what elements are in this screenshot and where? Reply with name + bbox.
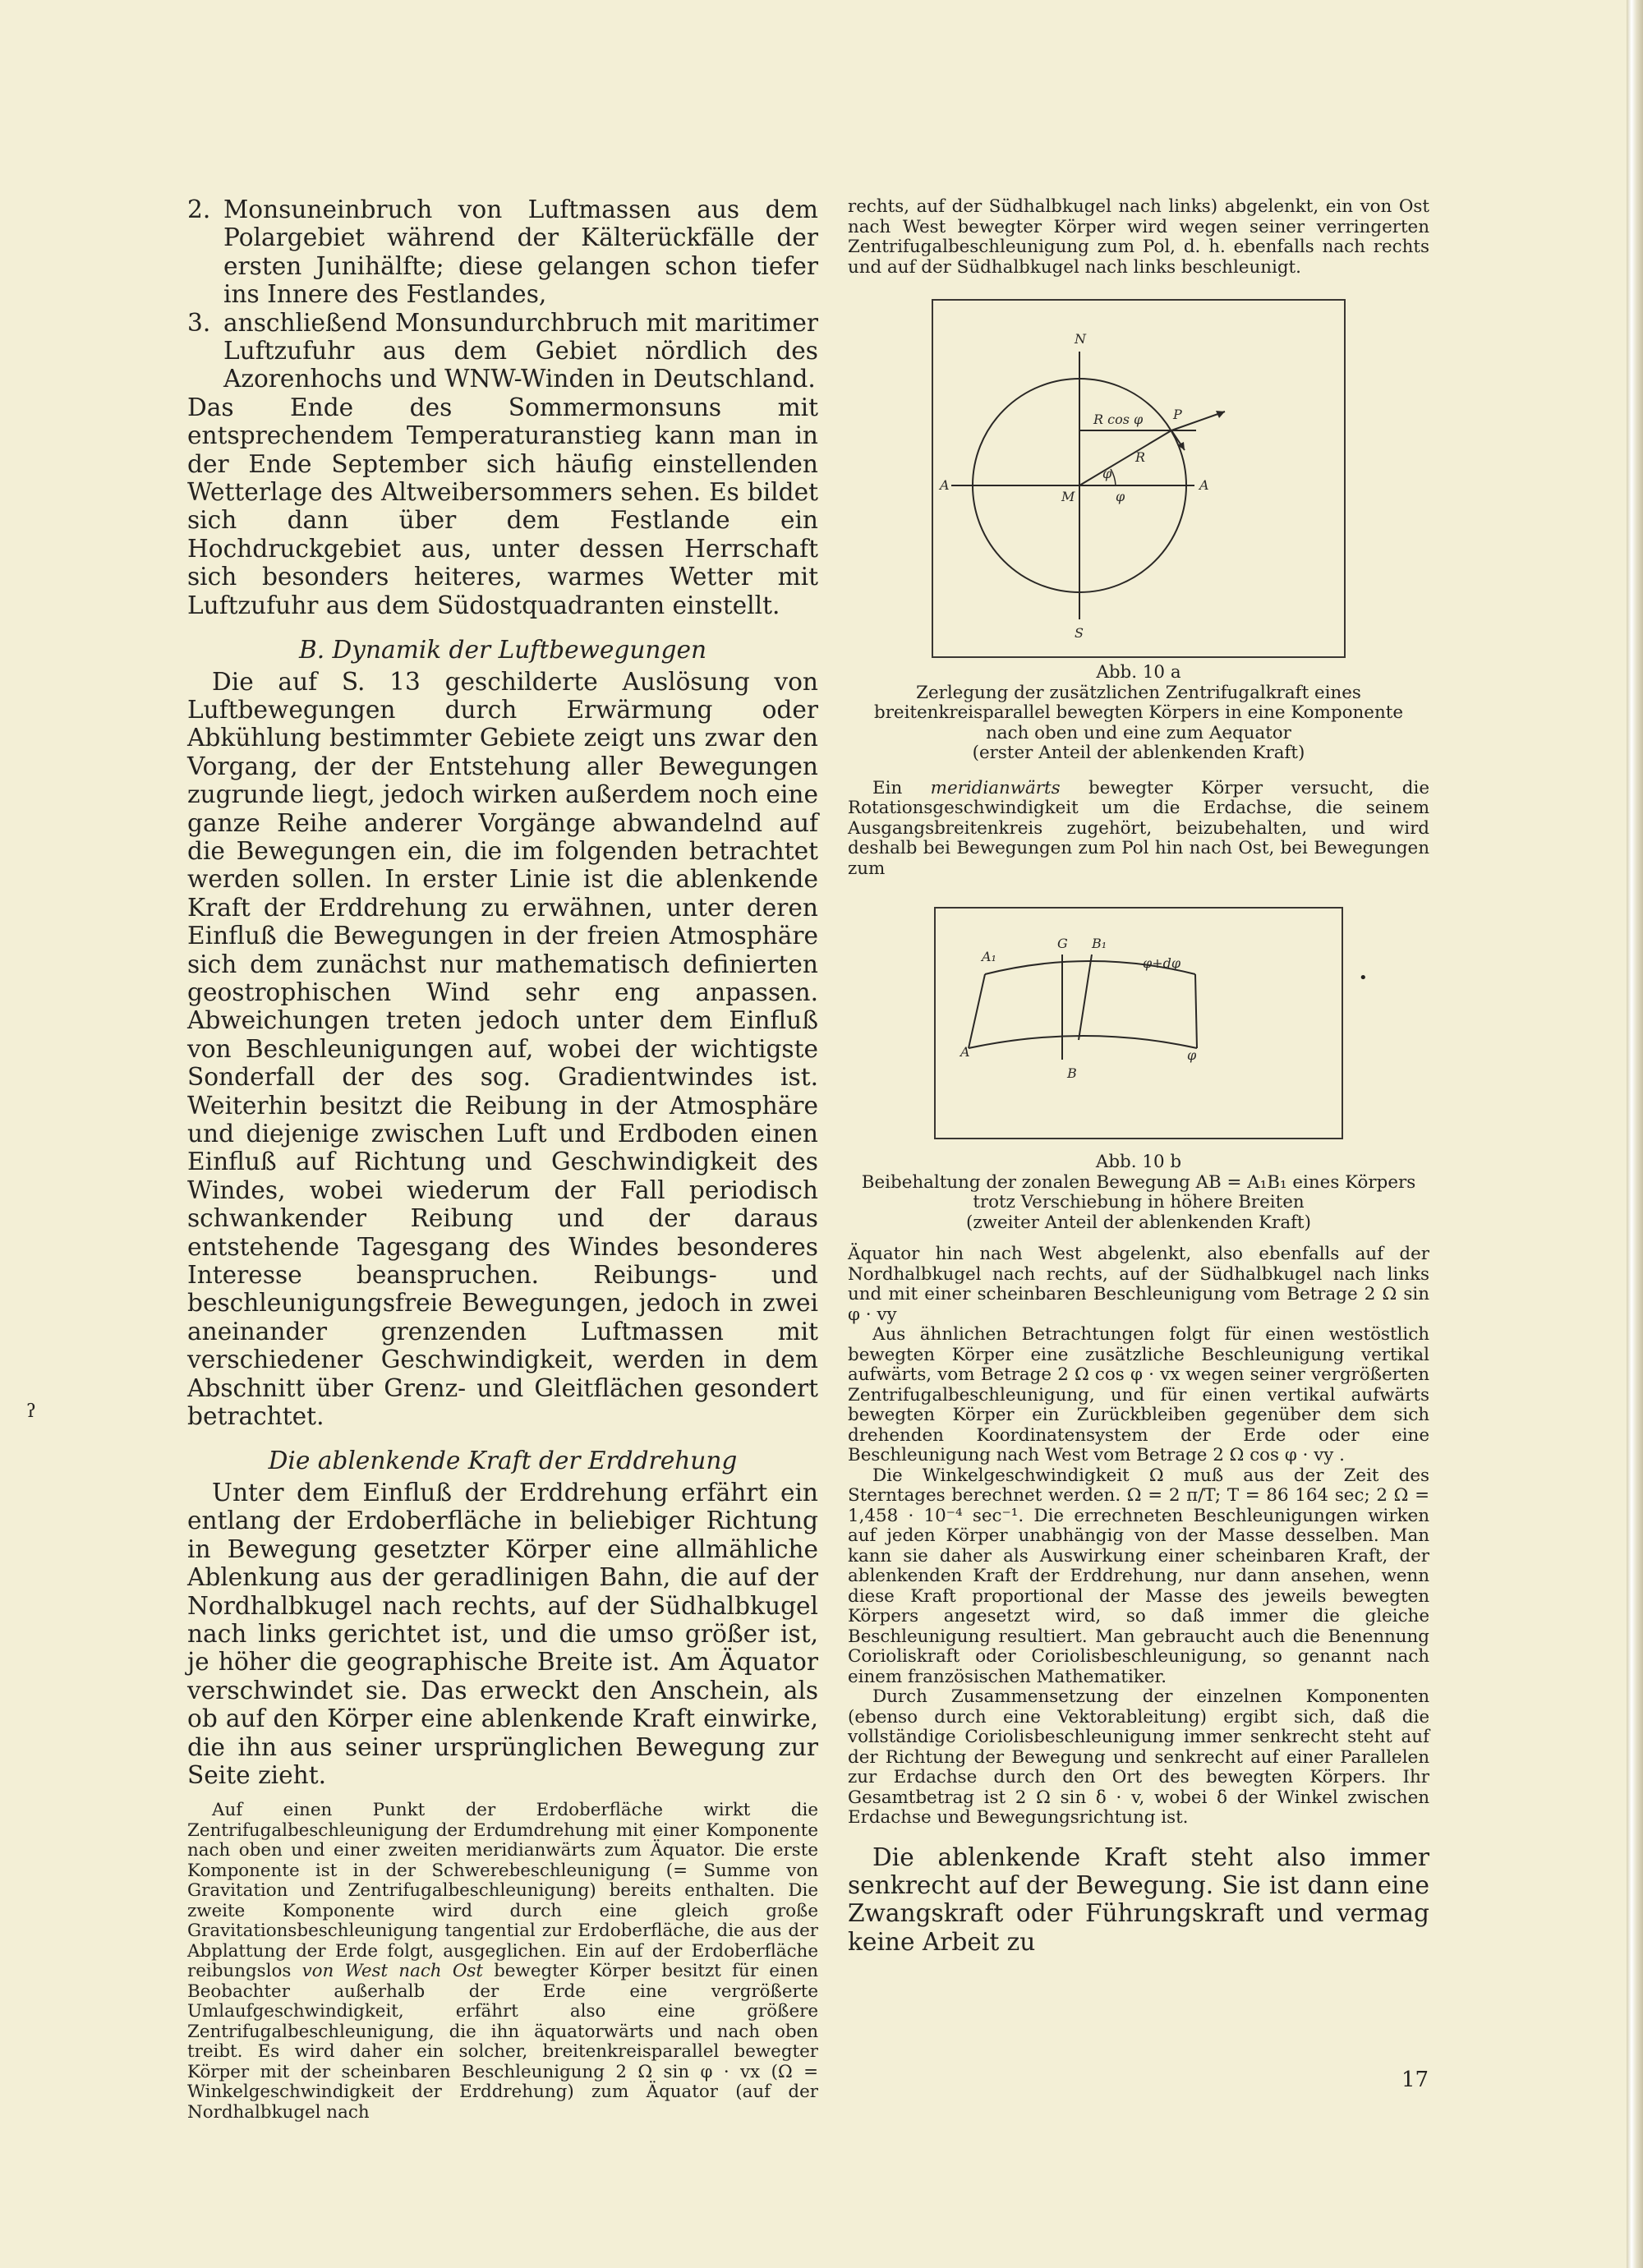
italic-word: meridianwärts [930,777,1061,798]
small-text: bewegter Körper versucht, die Rotationsgeschwindigkeit um die Erdachse, die seinem Ausgangsbreitenkreis zugehört, beizubehalten, und wird deshalb bei Bewegungen zum Pol hin nach Ost, bei Bewegungen zum [848,777,1429,879]
paragraph-dynamik: Die auf S. 13 geschilderte Auslösung von Luftbewegungen durch Erwärmung oder Abkühlung bestimmter Gebiete zeigt uns zwar den Vorgang, der der Entstehung aller Bewegungen zugrunde liegt, jedoch wirken außerdem noch eine ganze Reihe anderer Vorgänge abwandelnd auf die Bewegungen ein, die im folgenden betrachtet werden sollen. In erster Linie ist die ablenkende Kraft der Erddrehung zu erwähnen, unter deren Einfluß die Bewegungen in der freien Atmosphäre sich dem zunächst nur mathematisch definierten geostrophischen Wind sehr eng anpassen. Abweichungen treten jedoch unter dem Einfluß von Beschleunigungen auf, wobei der wichtigste Sonderfall der des sog. Gradientwindes ist. Weiterhin besitzt die Reibung in der Atmosphäre und diejenige zwischen Luft und Erdboden einen Einfluß auf Richtung und Geschwindigkeit des Windes, wobei wiederum der Fall periodisch schwankender Reibung und der daraus entstehende Tagesgang des Windes besonderes Interesse beanspruchen. Reibungs- und beschleunigungsfreie Bewegungen, jedoch in zwei aneinander grenzenden Luftmassen mit verschiedener Geschwindigkeit, werden in dem Abschnitt über Grenz- und Gleitflächen gesondert betrachtet. [187,667,818,1431]
stray-dot: • [1359,969,1368,987]
list-number: 3. [187,308,211,337]
list-number: 2. [187,196,211,223]
label-m: M [1061,489,1075,504]
label-b1: B₁ [1092,936,1107,951]
label-phi-dphi: φ+dφ [1143,955,1181,971]
label-phi: φ [1187,1047,1197,1063]
label-a-left: A [940,477,950,493]
meridian-line [1079,955,1092,1040]
radius-line [1079,430,1171,485]
small-paragraph-winkelgeschwindigkeit: Die Winkelgeschwindigkeit Ω muß aus der Zeit des Sterntages berechnet werden. Ω = 2 π/T; T = 86 164 sec; 2 Ω = 1,458 · 10⁻⁴ sec⁻¹. Die errechneten Beschleunigungen wirken auf jeden Körper unabhängig von der Masse desselben. Man kann sie daher als Auswirkung einer scheinbaren Kraft, der ablenkenden Kraft der Erddrehung, nur dann ansehen, wenn diese Kraft proportional der Masse des jeweils bewegten Körpers angesetzt wird, so daß immer die gleiche Beschleunigung resultiert. Man gebraucht auch die Benennung Corioliskraft oder Coriolisbeschleunigung, so genannt nach einem französischen Mathematiker. [848,1465,1429,1687]
figure-10a-caption: Zerlegung der zusätzlichen Zentrifugalkraft eines breitenkreisparallel bewegten Körpers in eine Komponente nach oben und eine zum Aequator [874,682,1403,743]
figure-10a-caption-note: (erster Anteil der ablenkenden Kraft) [972,743,1305,763]
label-r-cos: R cos φ [1093,412,1144,427]
list-item [187,196,818,309]
small-paragraph-top: rechts, auf der Südhalbkugel nach links) abgelenkt, ein von Ost nach West bewegter Körper wird wegen seiner verringerten Zentrifugalbeschleunigung zum Pol, d. h. ebenfalls nach rechts und auf der Südhalbkugel nach links beschleunigt. [848,196,1429,278]
section-heading-dynamik: B. Dynamik der Luftbewegungen [298,636,707,665]
small-text: Ein [872,777,903,798]
label-a1: A₁ [982,949,996,964]
figure-10b-caption-note: (zweiter Anteil der ablenkenden Kraft) [966,1212,1311,1233]
small-paragraph-zentrifugal [187,1801,818,2123]
list-item [187,309,818,393]
meridian-line [969,974,985,1048]
label-s: S [1075,625,1084,641]
small-text: Auf einen Punkt der Erdoberfläche wirkt die Zentrifugalbeschleunigung der Erdumdrehung mit einer Komponente nach oben und einer zweiten meridianwärts zum Äquator. Die erste Komponente ist in der Schwerebeschleunigung (= Summe von Gravitation und Zentrifugalbeschleunigung) bereits enthalten. Die zweite Komponente wird durch eine gleich große Gravitationsbeschleunigung tangential zur Erdoberfläche, die aus der Abplattung der Erde folgt, ausgeglichen. Ein auf der Erdoberfläche reibungslos [187,1800,818,1982]
label-b: B [1067,1065,1077,1081]
small-paragraph-meridian [848,779,1429,880]
paragraph-senkrecht: Die ablenkende Kraft steht also immer senkrecht auf der Bewegung. Sie ist dann eine Zwangskraft oder Führungskraft und vermag keine Arbeit zu [848,1842,1429,1956]
paragraph-erddrehung: Unter dem Einfluß der Erddrehung erfährt ein entlang der Erdoberfläche in beliebiger Richtung in Bewegung gesetzter Körper eine allmähliche Ablenkung aus der geradlinigen Bahn, die auf der Nordhalbkugel nach rechts, auf der Südhalbkugel nach links gerichtet ist, und die umso größer ist, je höher die geographische Breite ist. Am Äquator verschwindet sie. Das erweckt den Anschein, als ob auf den Körper eine ablenkende Kraft einwirke, die ihn aus seiner ursprünglichen Bewegung zur Seite zieht. [187,1478,818,1789]
figure-10a-drawing [933,301,1344,656]
figure-10b-drawing [936,909,1342,1138]
label-p: P [1173,407,1182,422]
label-n: N [1075,331,1086,347]
list-text: anschließend Monsundurchbruch mit maritimer Luftzufuhr aus dem Gebiet nördlich des Azorenhochs und WNW-Winden in Deutschland. [223,308,818,393]
margin-mark: ʔ [26,1401,36,1422]
page-number: 17 [1401,2068,1429,2092]
small-paragraph-coriolis: Durch Zusammensetzung der einzelnen Komponenten (ebenso durch eine Vektorableitung) ergibt sich, daß die vollständige Coriolisbeschleunigung immer senkrecht steht auf der Richtung der Bewegung und senkrecht auf einer Parallelen zur Erdachse durch den Ort des bewegten Körpers. Ihr Gesamtbetrag ist 2 Ω sin δ · v, wobei δ der Winkel zwischen Erdachse und Bewegungsrichtung ist. [848,1686,1429,1828]
right-column [848,197,1429,1956]
section-heading-ablenkende-kraft: Die ablenkende Kraft der Erddrehung [268,1447,738,1475]
label-phi: φ [1102,466,1112,481]
lower-latitude-arc [969,1036,1197,1048]
italic-phrase: von West nach Ost [301,1961,483,1982]
figure-10b-title: Abb. 10 b [1095,1152,1182,1172]
label-a-right: A [1199,477,1209,493]
small-paragraph-westoestlich: Aus ähnlichen Betrachtungen folgt für einen westöstlich bewegten Körper eine zusätzliche Beschleunigung vertikal aufwärts, vom Betrage 2 Ω cos φ · vx wegen seiner vergrößerten Zentrifugalbeschleunigung, und für einen vertikal aufwärts bewegten Körper ein Zurückbleiben gegenüber dem sich drehenden Koordinatensystem der Erde oder eine Beschleunigung nach West vom Betrage 2 Ω cos φ · vy . [848,1324,1429,1465]
left-column [187,196,818,2123]
meridian-line [1195,974,1197,1048]
label-a: A [960,1044,970,1060]
figure-10b [934,907,1343,1139]
label-r: R [1135,449,1146,465]
paragraph-sommermonsun: Das Ende des Sommermonsuns mit entsprechendem Temperaturanstieg kann man in der Ende September sich häufig einstellenden Wetterlage des Altweibersommers sehen. Es bildet sich dann über dem Festlande ein Hochdruckgebiet aus, unter dessen Herrschaft sich besonders heiteres, warmes Wetter mit Luftzufuhr aus dem Südostquadranten einstellt. [187,393,818,619]
list-text: Monsuneinbruch von Luftmassen aus dem Polargebiet während der Kälterückfälle der ersten Junihälfte; diese gelangen schon tiefer ins Innere des Festlandes, [223,196,818,309]
label-phi: φ [1116,489,1125,504]
small-text: bewegter Körper besitzt für einen Beobachter außerhalb der Erde eine vergrößerte Umlaufgeschwindigkeit, erfährt also eine größere Zentrifugalbeschleunigung, die ihn äquatorwärts und nach oben treibt. Es wird daher ein solcher, breitenkreisparallel bewegter Körper mit der scheinbaren Beschleunigung 2 Ω sin φ · vx (Ω = Winkelgeschwindigkeit der Erddrehung) zum Äquator (auf der Nordhalbkugel nach [187,1961,818,2123]
figure-10a [932,299,1346,658]
figure-10b-caption: Beibehaltung der zonalen Bewegung AB = A₁B₁ eines Körpers trotz Verschiebung in höhere Breiten [861,1171,1416,1212]
figure-10a-title: Abb. 10 a [1096,662,1181,683]
label-g: G [1057,936,1068,951]
page-edge [1627,0,1643,2268]
small-paragraph-aequator: Äquator hin nach West abgelenkt, also ebenfalls auf der Nordhalbkugel nach rechts, auf der Südhalbkugel nach links und mit einer scheinbaren Beschleunigung vom Betrage 2 Ω sin φ · vy [848,1244,1429,1325]
